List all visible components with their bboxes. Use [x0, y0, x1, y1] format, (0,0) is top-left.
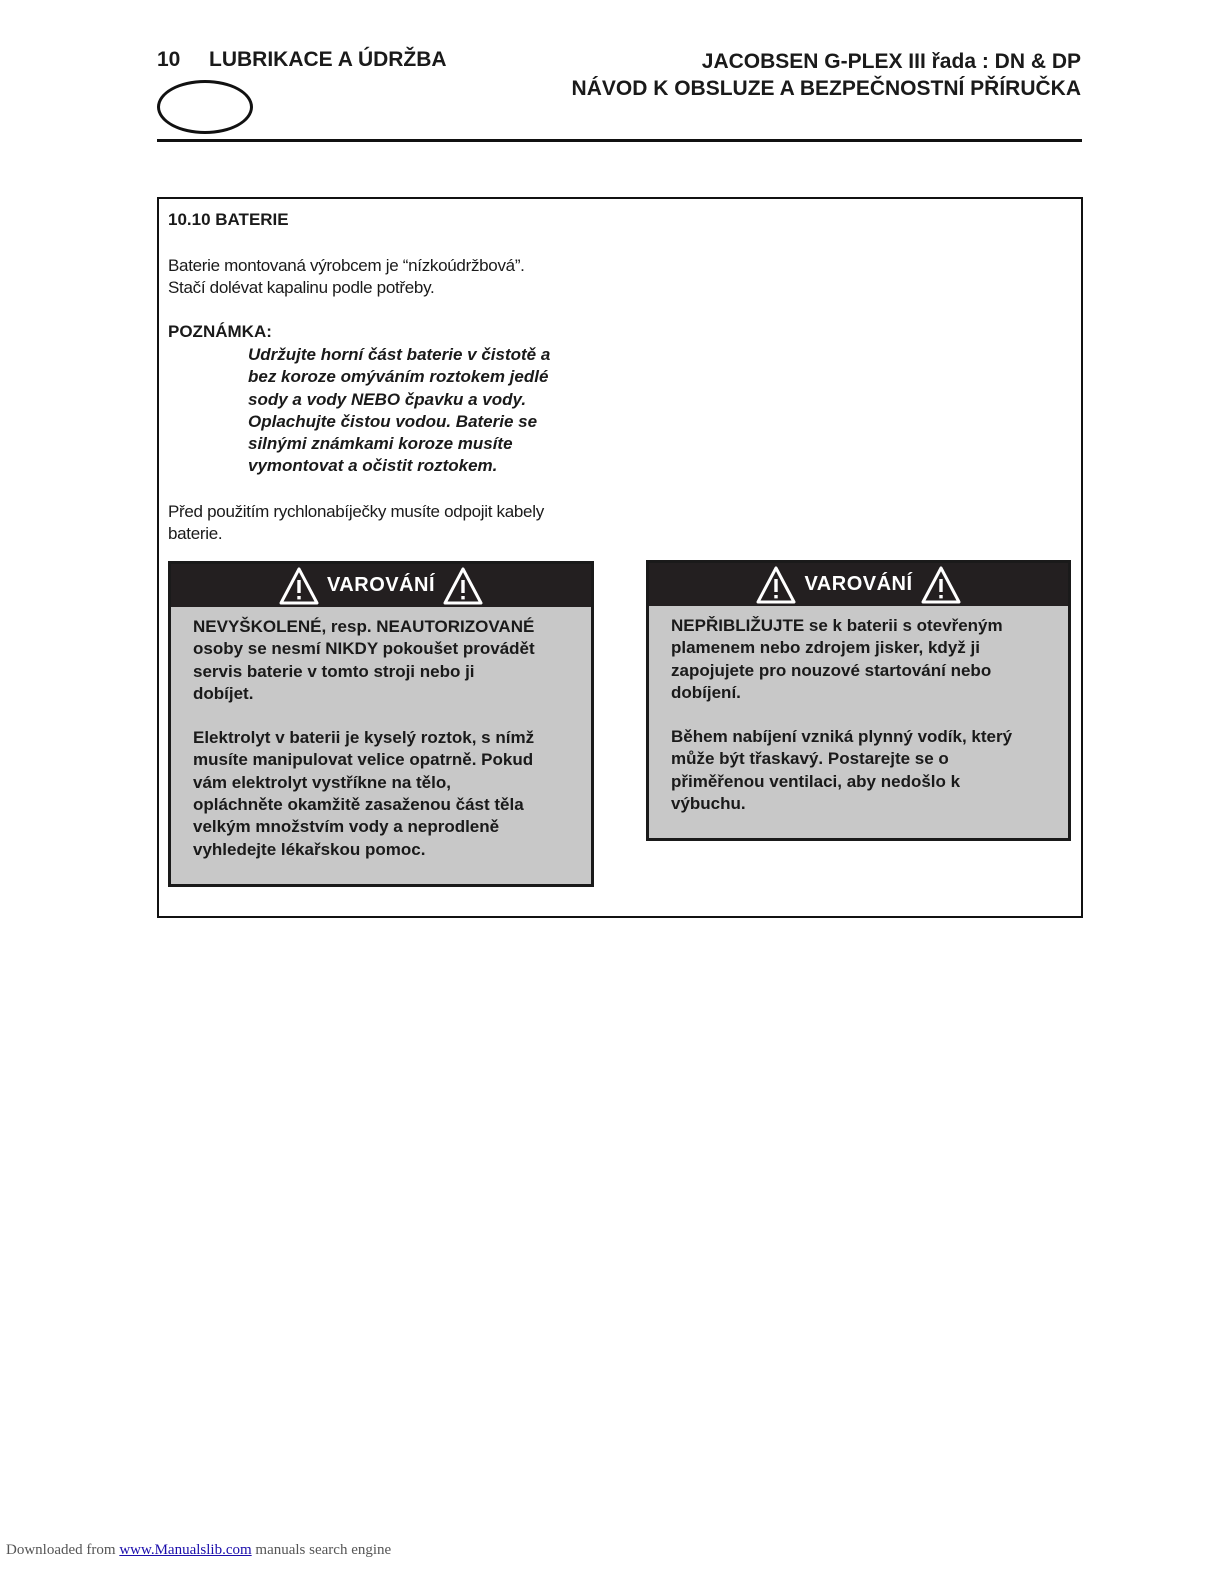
warning-line: dobíjet. [193, 683, 254, 703]
warning-line: musíte manipulovat velice opatrně. Pokud [193, 750, 534, 770]
warning-box-sparks [646, 560, 1071, 841]
note-line: sody a vody NEBO čpavku a vody. [248, 389, 527, 409]
section-frame [157, 197, 1083, 918]
warning-paragraph [193, 616, 535, 705]
warning-line: plamenem nebo zdrojem jisker, když ji [671, 638, 980, 658]
note-line: vymontovat a očistit roztokem. [248, 456, 498, 476]
warning-line: přiměřenou ventilaci, aby nedošlo k [671, 771, 961, 791]
download-footer [6, 1542, 391, 1559]
warning-line: velkým množstvím vody a neprodleně [193, 817, 500, 837]
warning-paragraph [671, 726, 1012, 815]
warning-paragraph [193, 727, 535, 861]
intro-line: Stačí dolévat kapalinu podle potřeby. [168, 278, 435, 297]
warning-line: může být třaskavý. Postarejte se o [671, 749, 949, 769]
warning-line: Během nabíjení vzniká plynný vodík, který [671, 727, 1013, 747]
warning-paragraph [671, 615, 1012, 704]
chapter-title: LUBRIKACE A ÚDRŽBA [209, 48, 447, 71]
intro-paragraph [168, 255, 525, 299]
note-body [248, 344, 550, 478]
note-line: bez koroze omýváním roztokem jedlé [248, 367, 549, 387]
warning-triangle-icon [279, 567, 319, 605]
language-oval [157, 80, 253, 134]
warning-line: Elektrolyt v baterii je kyselý roztok, s nímž [193, 728, 535, 748]
manual-title-line1: JACOBSEN G-PLEX III řada : DN & DP [701, 50, 1081, 73]
warning-triangle-icon [756, 566, 796, 604]
note-label: POZNÁMKA: [168, 322, 272, 341]
chapter-number: 10 [157, 48, 181, 71]
note-line: silnými známkami koroze musíte [248, 434, 513, 454]
footer-suffix: manuals search engine [251, 1542, 392, 1558]
charger-line: Před použitím rychlonabíječky musíte odpojit kabely [168, 502, 544, 521]
note-line: Udržujte horní část baterie v čistotě a [248, 345, 551, 364]
note-line: Oplachujte čistou vodou. Baterie se [248, 411, 538, 431]
intro-line: Baterie montovaná výrobcem je “nízkoúdržbová”. [168, 256, 525, 275]
footer-prefix: Downloaded from [6, 1542, 120, 1558]
warning-line: NEPŘIBLIŽUJTE se k baterii s otevřeným [671, 616, 1003, 635]
warning-box-service [168, 561, 594, 887]
warning-body [193, 616, 535, 883]
manualslib-link[interactable]: www.Manualslib.com [119, 1542, 252, 1558]
charger-paragraph [168, 501, 544, 545]
chapter-heading [157, 48, 447, 72]
warning-header [171, 564, 591, 607]
warning-triangle-icon [443, 567, 483, 605]
header-rule [157, 139, 1082, 142]
warning-line: výbuchu. [671, 794, 746, 814]
warning-line: opláchněte okamžitě zasaženou část těla [193, 795, 524, 815]
warning-line: servis baterie v tomto stroji nebo ji [193, 661, 475, 681]
warning-title: VAROVÁNÍ [326, 574, 436, 596]
warning-line: osoby se nesmí NIKDY pokoušet provádět [193, 639, 535, 659]
warning-header [649, 563, 1068, 606]
warning-line: zapojujete pro nouzové startování nebo [671, 660, 992, 680]
charger-line: baterie. [168, 524, 223, 543]
warning-triangle-icon [921, 566, 961, 604]
section-title: 10.10 BATERIE [168, 210, 289, 229]
manual-title [572, 48, 1081, 102]
warning-line: dobíjení. [671, 682, 741, 702]
warning-line: NEVYŠKOLENÉ, resp. NEAUTORIZOVANÉ [193, 617, 535, 636]
warning-body [671, 615, 1012, 837]
warning-title: VAROVÁNÍ [804, 573, 913, 595]
warning-line: vyhledejte lékařskou pomoc. [193, 839, 426, 859]
manual-title-line2: NÁVOD K OBSLUZE A BEZPEČNOSTNÍ PŘÍRUČKA [571, 77, 1081, 100]
warning-line: vám elektrolyt vystříkne na tělo, [193, 772, 451, 792]
